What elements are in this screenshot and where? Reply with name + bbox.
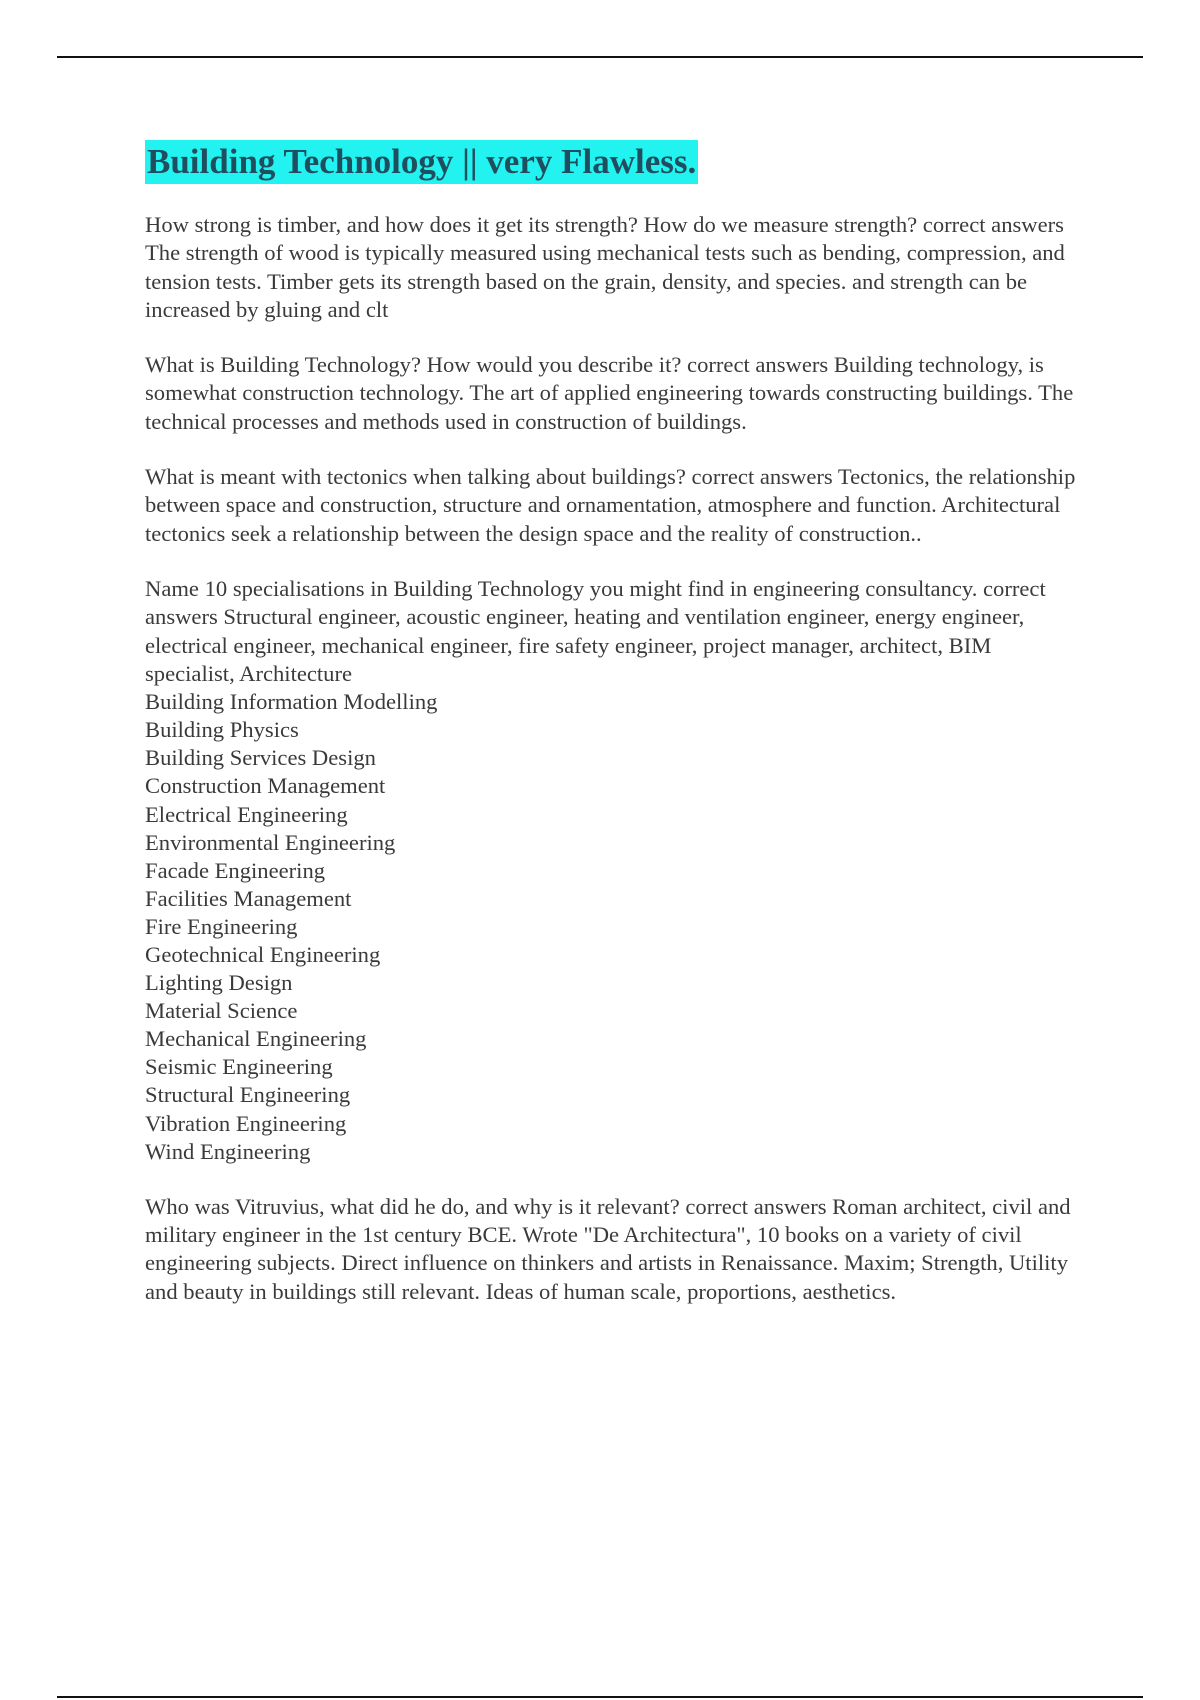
qa-paragraph-tectonics: What is meant with tectonics when talking about buildings? correct answers Tectonics, the relationship between space and construction, structure and ornamentation, atmosphere and function. Architectural tectonics seek a relationship between the design space and the reality of construction.. [145,464,1076,546]
qa-paragraph-building-technology: What is Building Technology? How would you describe it? correct answers Building technology, is somewhat construction technology. The art of applied engineering towards constructing buildings. The technical processes and methods used in construction of buildings. [145,352,1074,434]
qa-paragraph-timber-strength: How strong is timber, and how does it get its strength? How do we measure strength? correct answers The strength of wood is typically measured using mechanical tests such as bending, compression, and tension tests. Timber gets its strength based on the grain, density, and species. and strength can be increased by gluing and clt [145,212,1065,322]
list-item: Material Science [145,998,298,1024]
qa-paragraph-vitruvius: Who was Vitruvius, what did he do, and why is it relevant? correct answers Roman architect, civil and military engineer in the 1st century BCE. Wrote "De Architectura", 10 books on a variety of civil engineering subjects. Direct influence on thinkers and artists in Renaissance. Maxim; Strength, Utility and beauty in buildings still relevant. Ideas of human scale, proportions, aesthetics. [145,1193,1071,1304]
list-item: Geotechnical Engineering [145,942,381,967]
list-item: Facilities Management [145,885,352,911]
list-item: Construction Management [145,773,386,799]
list-item: Wind Engineering [145,1138,311,1164]
list-item: Mechanical Engineering [145,1026,367,1052]
list-item: Building Services Design [145,745,376,771]
document-title: Building Technology || very Flawless. [145,140,698,184]
top-divider [57,56,1143,58]
list-item: Vibration Engineering [145,1110,347,1136]
list-item: Environmental Engineering [145,829,396,855]
specialisations-list [145,688,1085,1166]
list-item: Building Physics [145,717,299,743]
list-item: Building Information Modelling [145,689,438,715]
list-item: Lighting Design [145,970,293,996]
list-item: Electrical Engineering [145,801,348,827]
bottom-divider [57,1696,1143,1698]
list-item: Facade Engineering [145,857,326,883]
qa-paragraph-specialisations: Name 10 specialisations in Building Technology you might find in engineering consultancy. correct answers Structural engineer, acoustic engineer, heating and ventilation engineer, energy engineer, electrical engineer, mechanical engineer, fire safety engineer, project manager, architect, BIM specialist, Architecture [145,575,1046,686]
document-body [145,140,1085,1306]
list-item: Structural Engineering [145,1082,351,1108]
list-item: Seismic Engineering [145,1054,333,1080]
list-item: Fire Engineering [145,913,298,939]
